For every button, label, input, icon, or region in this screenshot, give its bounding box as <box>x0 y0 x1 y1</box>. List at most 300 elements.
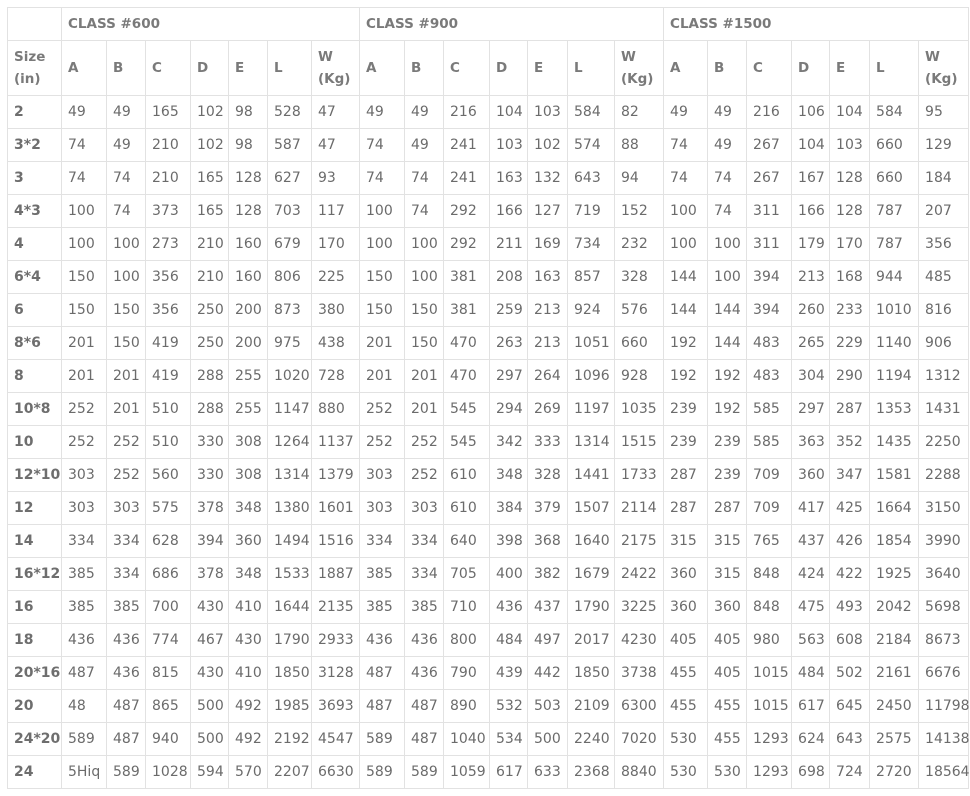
cell-class-1500-e: 168 <box>830 261 870 294</box>
cell-class-1500-e: 347 <box>830 459 870 492</box>
size-cell: 8*6 <box>8 327 62 360</box>
cell-class-900-l: 1679 <box>568 558 615 591</box>
cell-class-1500-l: 2184 <box>870 624 919 657</box>
cell-class-600-d: 210 <box>191 228 229 261</box>
size-cell: 16 <box>8 591 62 624</box>
cell-class-900-b: 436 <box>405 624 444 657</box>
col-header-c: C <box>146 41 191 96</box>
cell-class-1500-w: 1431 <box>919 393 969 426</box>
cell-class-600-w: 117 <box>312 195 360 228</box>
cell-class-600-a: 5Hiq <box>62 756 107 789</box>
cell-class-1500-l: 1925 <box>870 558 919 591</box>
cell-class-900-c: 381 <box>444 261 490 294</box>
size-cell: 24 <box>8 756 62 789</box>
cell-class-900-b: 252 <box>405 459 444 492</box>
cell-class-600-l: 1380 <box>268 492 312 525</box>
cell-class-600-c: 356 <box>146 294 191 327</box>
cell-class-600-l: 1314 <box>268 459 312 492</box>
cell-class-900-e: 503 <box>528 690 568 723</box>
cell-class-600-w: 47 <box>312 129 360 162</box>
cell-class-600-w: 1137 <box>312 426 360 459</box>
cell-class-1500-b: 100 <box>708 261 747 294</box>
cell-class-1500-a: 287 <box>664 492 708 525</box>
cell-class-1500-a: 287 <box>664 459 708 492</box>
cell-class-1500-c: 394 <box>747 294 792 327</box>
cell-class-1500-b: 49 <box>708 96 747 129</box>
cell-class-900-b: 334 <box>405 558 444 591</box>
cell-class-1500-d: 437 <box>792 525 830 558</box>
col-header-l: L <box>568 41 615 96</box>
cell-class-900-d: 104 <box>490 96 528 129</box>
cell-class-600-c: 700 <box>146 591 191 624</box>
cell-class-1500-w: 14138 <box>919 723 969 756</box>
cell-class-1500-b: 100 <box>708 228 747 261</box>
cell-class-600-a: 49 <box>62 96 107 129</box>
cell-class-900-l: 1850 <box>568 657 615 690</box>
cell-class-600-d: 165 <box>191 195 229 228</box>
cell-class-900-b: 252 <box>405 426 444 459</box>
cell-class-1500-d: 167 <box>792 162 830 195</box>
cell-class-1500-l: 2042 <box>870 591 919 624</box>
cell-class-900-l: 1314 <box>568 426 615 459</box>
cell-class-900-w: 8840 <box>615 756 664 789</box>
cell-class-900-e: 368 <box>528 525 568 558</box>
size-cell: 3 <box>8 162 62 195</box>
cell-class-600-c: 165 <box>146 96 191 129</box>
cell-class-1500-w: 6676 <box>919 657 969 690</box>
cell-class-600-w: 3693 <box>312 690 360 723</box>
cell-class-900-w: 2114 <box>615 492 664 525</box>
cell-class-600-b: 201 <box>107 393 146 426</box>
size-header-corner <box>8 8 62 41</box>
cell-class-900-l: 2240 <box>568 723 615 756</box>
cell-class-900-a: 252 <box>360 393 405 426</box>
cell-class-600-l: 703 <box>268 195 312 228</box>
cell-class-600-d: 102 <box>191 96 229 129</box>
cell-class-1500-e: 128 <box>830 162 870 195</box>
table-header <box>8 8 969 96</box>
cell-class-900-a: 487 <box>360 657 405 690</box>
cell-class-1500-l: 1194 <box>870 360 919 393</box>
cell-class-600-c: 510 <box>146 393 191 426</box>
cell-class-1500-w: 2288 <box>919 459 969 492</box>
cell-class-600-a: 303 <box>62 492 107 525</box>
cell-class-1500-c: 1015 <box>747 657 792 690</box>
cell-class-1500-d: 104 <box>792 129 830 162</box>
cell-class-1500-c: 709 <box>747 459 792 492</box>
cell-class-900-w: 928 <box>615 360 664 393</box>
cell-class-600-l: 1985 <box>268 690 312 723</box>
cell-class-600-w: 4547 <box>312 723 360 756</box>
col-header-w-line2: (Kg) <box>925 71 958 87</box>
cell-class-1500-d: 417 <box>792 492 830 525</box>
cell-class-900-w: 94 <box>615 162 664 195</box>
cell-class-600-d: 430 <box>191 591 229 624</box>
cell-class-1500-e: 229 <box>830 327 870 360</box>
cell-class-600-b: 303 <box>107 492 146 525</box>
size-cell: 10*8 <box>8 393 62 426</box>
cell-class-900-e: 500 <box>528 723 568 756</box>
cell-class-1500-a: 455 <box>664 657 708 690</box>
cell-class-900-c: 241 <box>444 129 490 162</box>
col-header-a: A <box>664 41 708 96</box>
cell-class-900-w: 4230 <box>615 624 664 657</box>
cell-class-900-c: 545 <box>444 426 490 459</box>
cell-class-600-w: 1601 <box>312 492 360 525</box>
cell-class-600-b: 487 <box>107 690 146 723</box>
cell-class-900-b: 201 <box>405 360 444 393</box>
cell-class-600-w: 170 <box>312 228 360 261</box>
cell-class-600-d: 250 <box>191 294 229 327</box>
cell-class-900-d: 534 <box>490 723 528 756</box>
cell-class-900-l: 1507 <box>568 492 615 525</box>
cell-class-1500-a: 239 <box>664 426 708 459</box>
cell-class-600-d: 430 <box>191 657 229 690</box>
cell-class-900-a: 201 <box>360 327 405 360</box>
cell-class-900-b: 49 <box>405 96 444 129</box>
cell-class-600-c: 210 <box>146 162 191 195</box>
cell-class-900-e: 169 <box>528 228 568 261</box>
cell-class-1500-b: 74 <box>708 195 747 228</box>
cell-class-900-e: 382 <box>528 558 568 591</box>
cell-class-600-a: 100 <box>62 228 107 261</box>
cell-class-900-c: 1040 <box>444 723 490 756</box>
table-row <box>8 492 969 525</box>
cell-class-600-b: 49 <box>107 129 146 162</box>
cell-class-900-d: 163 <box>490 162 528 195</box>
col-header-l: L <box>268 41 312 96</box>
cell-class-900-l: 924 <box>568 294 615 327</box>
cell-class-1500-w: 2250 <box>919 426 969 459</box>
cell-class-1500-d: 213 <box>792 261 830 294</box>
cell-class-1500-d: 617 <box>792 690 830 723</box>
cell-class-900-l: 2368 <box>568 756 615 789</box>
cell-class-600-e: 492 <box>229 690 268 723</box>
table-row <box>8 96 969 129</box>
size-cell: 18 <box>8 624 62 657</box>
cell-class-600-a: 303 <box>62 459 107 492</box>
size-cell: 6*4 <box>8 261 62 294</box>
cell-class-900-a: 49 <box>360 96 405 129</box>
cell-class-600-d: 102 <box>191 129 229 162</box>
cell-class-600-d: 394 <box>191 525 229 558</box>
cell-class-900-w: 1733 <box>615 459 664 492</box>
col-header-d: D <box>191 41 229 96</box>
cell-class-900-l: 734 <box>568 228 615 261</box>
cell-class-900-c: 640 <box>444 525 490 558</box>
cell-class-900-a: 252 <box>360 426 405 459</box>
cell-class-600-e: 128 <box>229 195 268 228</box>
cell-class-600-b: 487 <box>107 723 146 756</box>
cell-class-600-l: 1850 <box>268 657 312 690</box>
cell-class-600-e: 160 <box>229 261 268 294</box>
table-row <box>8 393 969 426</box>
cell-class-1500-l: 1140 <box>870 327 919 360</box>
cell-class-600-w: 1516 <box>312 525 360 558</box>
size-cell: 20 <box>8 690 62 723</box>
cell-class-900-d: 617 <box>490 756 528 789</box>
cell-class-1500-l: 1854 <box>870 525 919 558</box>
cell-class-900-b: 487 <box>405 723 444 756</box>
cell-class-600-e: 98 <box>229 129 268 162</box>
cell-class-1500-d: 260 <box>792 294 830 327</box>
table-row <box>8 723 969 756</box>
table-row <box>8 624 969 657</box>
cell-class-600-l: 873 <box>268 294 312 327</box>
cell-class-900-c: 610 <box>444 492 490 525</box>
cell-class-600-e: 255 <box>229 393 268 426</box>
cell-class-600-c: 356 <box>146 261 191 294</box>
cell-class-900-w: 328 <box>615 261 664 294</box>
col-header-b: B <box>405 41 444 96</box>
cell-class-600-c: 865 <box>146 690 191 723</box>
cell-class-600-a: 385 <box>62 558 107 591</box>
size-header <box>8 41 62 96</box>
cell-class-1500-c: 394 <box>747 261 792 294</box>
table-row <box>8 294 969 327</box>
cell-class-600-d: 330 <box>191 426 229 459</box>
cell-class-900-a: 589 <box>360 723 405 756</box>
cell-class-900-d: 297 <box>490 360 528 393</box>
cell-class-600-e: 98 <box>229 96 268 129</box>
cell-class-1500-c: 311 <box>747 228 792 261</box>
table-body <box>8 96 969 789</box>
table-row <box>8 756 969 789</box>
cell-class-600-a: 589 <box>62 723 107 756</box>
cell-class-900-w: 7020 <box>615 723 664 756</box>
cell-class-900-l: 1790 <box>568 591 615 624</box>
cell-class-600-w: 438 <box>312 327 360 360</box>
cell-class-1500-l: 660 <box>870 162 919 195</box>
cell-class-900-w: 152 <box>615 195 664 228</box>
cell-class-600-b: 334 <box>107 525 146 558</box>
cell-class-900-w: 88 <box>615 129 664 162</box>
cell-class-1500-l: 2161 <box>870 657 919 690</box>
cell-class-900-e: 213 <box>528 294 568 327</box>
cell-class-1500-l: 2720 <box>870 756 919 789</box>
cell-class-900-l: 574 <box>568 129 615 162</box>
cell-class-600-w: 728 <box>312 360 360 393</box>
cell-class-600-c: 510 <box>146 426 191 459</box>
cell-class-900-d: 348 <box>490 459 528 492</box>
cell-class-900-c: 545 <box>444 393 490 426</box>
cell-class-900-d: 208 <box>490 261 528 294</box>
cell-class-1500-w: 3150 <box>919 492 969 525</box>
table-row <box>8 228 969 261</box>
cell-class-900-w: 3225 <box>615 591 664 624</box>
cell-class-1500-d: 563 <box>792 624 830 657</box>
cell-class-600-e: 200 <box>229 294 268 327</box>
cell-class-600-b: 100 <box>107 261 146 294</box>
cell-class-900-d: 484 <box>490 624 528 657</box>
cell-class-1500-a: 192 <box>664 360 708 393</box>
cell-class-1500-a: 49 <box>664 96 708 129</box>
cell-class-900-a: 487 <box>360 690 405 723</box>
cell-class-900-a: 385 <box>360 591 405 624</box>
col-header-b: B <box>708 41 747 96</box>
cell-class-900-e: 213 <box>528 327 568 360</box>
cell-class-600-d: 210 <box>191 261 229 294</box>
size-cell: 16*12 <box>8 558 62 591</box>
cell-class-900-c: 241 <box>444 162 490 195</box>
cell-class-1500-c: 483 <box>747 327 792 360</box>
cell-class-600-a: 150 <box>62 261 107 294</box>
cell-class-900-a: 334 <box>360 525 405 558</box>
cell-class-900-c: 470 <box>444 327 490 360</box>
cell-class-900-b: 74 <box>405 162 444 195</box>
cell-class-1500-a: 192 <box>664 327 708 360</box>
column-header-row <box>8 41 969 96</box>
cell-class-900-e: 633 <box>528 756 568 789</box>
cell-class-900-w: 660 <box>615 327 664 360</box>
cell-class-1500-b: 74 <box>708 162 747 195</box>
cell-class-1500-w: 207 <box>919 195 969 228</box>
cell-class-1500-b: 315 <box>708 558 747 591</box>
cell-class-1500-w: 8673 <box>919 624 969 657</box>
cell-class-900-b: 334 <box>405 525 444 558</box>
cell-class-900-e: 442 <box>528 657 568 690</box>
cell-class-900-c: 890 <box>444 690 490 723</box>
col-header-w-line1: W <box>318 49 333 65</box>
cell-class-600-a: 252 <box>62 393 107 426</box>
size-cell: 6 <box>8 294 62 327</box>
cell-class-900-w: 6300 <box>615 690 664 723</box>
cell-class-1500-b: 239 <box>708 426 747 459</box>
cell-class-1500-c: 1293 <box>747 723 792 756</box>
cell-class-600-l: 587 <box>268 129 312 162</box>
table-row <box>8 327 969 360</box>
cell-class-600-e: 410 <box>229 657 268 690</box>
col-header-w-line1: W <box>925 49 940 65</box>
cell-class-900-b: 100 <box>405 228 444 261</box>
cell-class-600-w: 93 <box>312 162 360 195</box>
table-row <box>8 360 969 393</box>
cell-class-600-w: 380 <box>312 294 360 327</box>
cell-class-1500-w: 485 <box>919 261 969 294</box>
cell-class-900-d: 259 <box>490 294 528 327</box>
cell-class-600-w: 47 <box>312 96 360 129</box>
cell-class-600-d: 500 <box>191 723 229 756</box>
cell-class-1500-l: 584 <box>870 96 919 129</box>
cell-class-900-e: 379 <box>528 492 568 525</box>
cell-class-1500-w: 5698 <box>919 591 969 624</box>
table-row <box>8 162 969 195</box>
cell-class-600-a: 201 <box>62 327 107 360</box>
group-header-class-1500: CLASS #1500 <box>664 8 969 41</box>
cell-class-1500-e: 287 <box>830 393 870 426</box>
cell-class-600-a: 487 <box>62 657 107 690</box>
cell-class-900-c: 705 <box>444 558 490 591</box>
cell-class-900-w: 3738 <box>615 657 664 690</box>
cell-class-600-l: 1147 <box>268 393 312 426</box>
cell-class-1500-b: 49 <box>708 129 747 162</box>
col-header-c: C <box>747 41 792 96</box>
cell-class-900-e: 333 <box>528 426 568 459</box>
cell-class-1500-b: 455 <box>708 690 747 723</box>
col-header-l: L <box>870 41 919 96</box>
cell-class-1500-b: 144 <box>708 327 747 360</box>
cell-class-1500-w: 356 <box>919 228 969 261</box>
cell-class-600-b: 100 <box>107 228 146 261</box>
col-header-a: A <box>360 41 405 96</box>
cell-class-600-c: 273 <box>146 228 191 261</box>
cell-class-1500-d: 179 <box>792 228 830 261</box>
cell-class-900-d: 436 <box>490 591 528 624</box>
cell-class-900-a: 74 <box>360 162 405 195</box>
table-row <box>8 426 969 459</box>
cell-class-900-c: 1059 <box>444 756 490 789</box>
cell-class-1500-a: 315 <box>664 525 708 558</box>
dimensions-table-container <box>7 7 969 789</box>
cell-class-1500-a: 530 <box>664 723 708 756</box>
cell-class-1500-l: 1353 <box>870 393 919 426</box>
cell-class-900-l: 643 <box>568 162 615 195</box>
cell-class-900-e: 103 <box>528 96 568 129</box>
cell-class-1500-l: 2575 <box>870 723 919 756</box>
cell-class-1500-d: 624 <box>792 723 830 756</box>
cell-class-900-b: 589 <box>405 756 444 789</box>
cell-class-900-a: 150 <box>360 261 405 294</box>
cell-class-600-e: 200 <box>229 327 268 360</box>
cell-class-1500-c: 1293 <box>747 756 792 789</box>
cell-class-900-e: 437 <box>528 591 568 624</box>
cell-class-600-a: 436 <box>62 624 107 657</box>
cell-class-1500-e: 233 <box>830 294 870 327</box>
cell-class-900-a: 201 <box>360 360 405 393</box>
cell-class-900-b: 436 <box>405 657 444 690</box>
col-header-a: A <box>62 41 107 96</box>
cell-class-900-l: 2017 <box>568 624 615 657</box>
cell-class-900-l: 584 <box>568 96 615 129</box>
cell-class-600-b: 201 <box>107 360 146 393</box>
col-header-w-line2: (Kg) <box>621 71 654 87</box>
size-cell: 4 <box>8 228 62 261</box>
cell-class-1500-d: 166 <box>792 195 830 228</box>
cell-class-900-d: 211 <box>490 228 528 261</box>
cell-class-900-w: 576 <box>615 294 664 327</box>
cell-class-900-l: 1096 <box>568 360 615 393</box>
cell-class-600-l: 679 <box>268 228 312 261</box>
cell-class-600-a: 201 <box>62 360 107 393</box>
cell-class-900-a: 100 <box>360 228 405 261</box>
cell-class-600-c: 815 <box>146 657 191 690</box>
cell-class-600-c: 419 <box>146 360 191 393</box>
cell-class-1500-a: 74 <box>664 129 708 162</box>
cell-class-600-a: 100 <box>62 195 107 228</box>
cell-class-900-d: 103 <box>490 129 528 162</box>
cell-class-600-d: 330 <box>191 459 229 492</box>
cell-class-600-d: 288 <box>191 393 229 426</box>
cell-class-1500-e: 104 <box>830 96 870 129</box>
cell-class-600-c: 774 <box>146 624 191 657</box>
cell-class-600-l: 528 <box>268 96 312 129</box>
cell-class-1500-c: 765 <box>747 525 792 558</box>
cell-class-600-b: 252 <box>107 426 146 459</box>
cell-class-1500-a: 74 <box>664 162 708 195</box>
cell-class-600-a: 48 <box>62 690 107 723</box>
cell-class-600-w: 6630 <box>312 756 360 789</box>
cell-class-600-b: 436 <box>107 624 146 657</box>
cell-class-1500-e: 645 <box>830 690 870 723</box>
cell-class-600-a: 252 <box>62 426 107 459</box>
cell-class-600-c: 686 <box>146 558 191 591</box>
cell-class-600-e: 348 <box>229 492 268 525</box>
size-cell: 14 <box>8 525 62 558</box>
cell-class-900-l: 2109 <box>568 690 615 723</box>
cell-class-900-a: 150 <box>360 294 405 327</box>
cell-class-600-c: 1028 <box>146 756 191 789</box>
cell-class-600-c: 575 <box>146 492 191 525</box>
